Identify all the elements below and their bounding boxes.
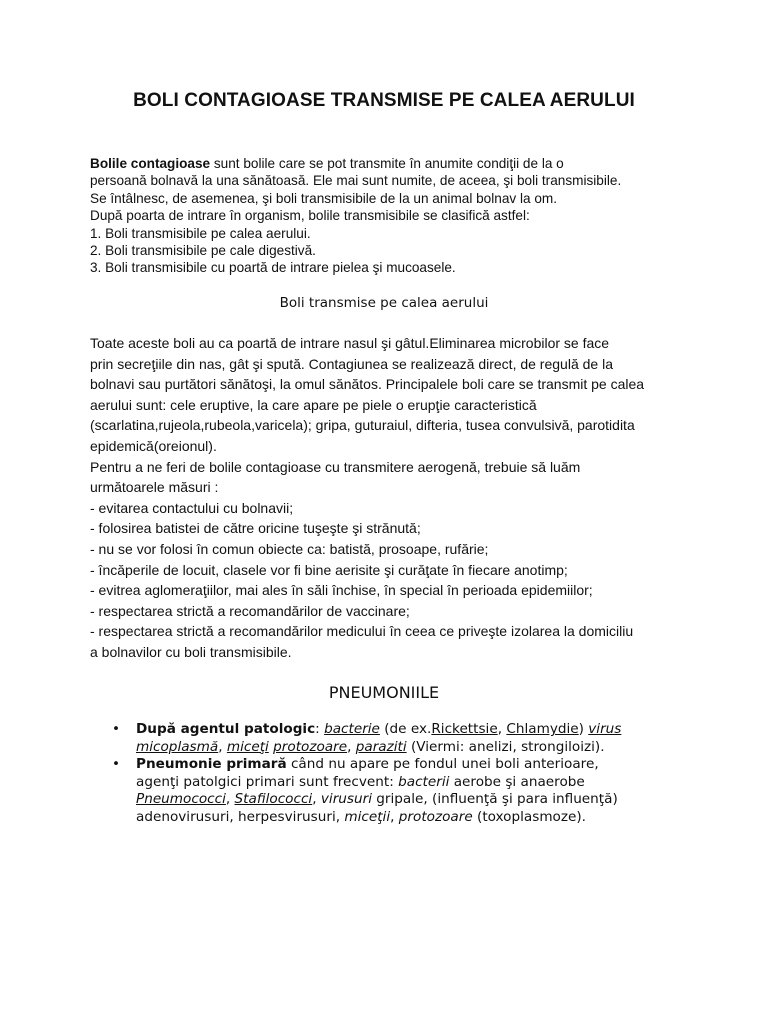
text: ,: [225, 791, 235, 807]
italic-term: miceţii: [344, 808, 391, 825]
italic-term: protozoare: [398, 808, 473, 825]
link-stafilococci[interactable]: Stafilococci: [234, 791, 313, 807]
measure-item: - evitrea aglomeraţiilor, mai ales în săli închise, în special în perioada epidemiilor;: [90, 582, 593, 599]
text: ,: [347, 738, 356, 755]
intro-bold-term: Bolile contagioase: [90, 156, 211, 171]
body-line: prin secreţiile din nas, gât şi spută. Contagiunea se realizează direct, de regulă de la: [90, 355, 613, 372]
document-title: BOLI CONTAGIOASE TRANSMISE PE CALEA AERULUI: [133, 90, 635, 111]
intro-paragraph: [90, 155, 710, 277]
link-bacterie[interactable]: bacterie: [324, 721, 380, 737]
item-bold-term: Pneumonie primară: [136, 756, 287, 772]
text: aerobe şi anaerobe: [449, 773, 585, 790]
link-micoplasma[interactable]: micoplasmă: [136, 738, 219, 755]
intro-line-1-text: sunt bolile care se pot transmite în anumite condiţii de la o: [210, 156, 564, 171]
text: (Viermi: anelizi, strongiloizi).: [406, 738, 605, 755]
body-line: bolnavi sau purtători sănătoşi, la omul sănătos. Principalele boli care se transmit pe calea: [90, 376, 645, 393]
list-item-line: [136, 721, 712, 739]
pneumonii-heading: PNEUMONIILE: [328, 683, 440, 702]
list-item-line: [136, 774, 712, 792]
measure-item: - nu se vor folosi în comun obiecte ca: batistă, prosoape, rufărie;: [90, 540, 489, 557]
intro-line-3: Se întâlnesc, de asemenea, şi boli transmisibile de la un animal bolnav la om.: [90, 190, 557, 206]
list-item-line: [136, 739, 712, 757]
italic-term: bacterii: [398, 773, 450, 790]
list-item-agent: [112, 721, 712, 756]
text: (toxoplasmoze).: [472, 808, 586, 825]
link-chlamydie[interactable]: Chlamydie: [506, 721, 579, 737]
body-line: următoarele măsuri :: [90, 479, 219, 496]
list-item-line: [136, 791, 712, 809]
body-paragraph: [90, 333, 730, 663]
link-rickettsie[interactable]: Rickettsie: [431, 721, 498, 737]
measure-item: - respectarea strictă a recomandărilor medicului în ceea ce priveşte izolarea la domiciliu: [90, 623, 634, 640]
bullet-icon: •: [112, 756, 121, 772]
text: gripale, (influenţă şi para influenţă): [371, 791, 618, 807]
link-virus[interactable]: virus: [588, 721, 622, 737]
text: ): [578, 721, 589, 737]
link-paraziti[interactable]: paraziti: [355, 738, 407, 755]
text: agenţi patolgici primari sunt frecvent:: [136, 773, 399, 790]
list-item-primara: [112, 756, 712, 826]
bullet-icon: •: [112, 721, 121, 737]
body-line: Toate aceste boli au ca poartă de intrare nasul şi gâtul.Eliminarea microbilor se face: [90, 335, 610, 351]
measure-item: - evitarea contactului cu bolnavii;: [90, 499, 294, 516]
text: :: [315, 721, 325, 737]
section-subtitle: Boli transmise pe calea aerului: [279, 295, 489, 311]
body-line: (scarlatina,rujeola,rubeola,varicela); gripa, guturaiul, difteria, tusea convulsivă, parotidita: [90, 417, 635, 434]
text: ,: [312, 791, 321, 807]
measure-item: - folosirea batistei de către oricine tuşeşte şi strănută;: [90, 520, 421, 537]
text: ,: [218, 738, 227, 755]
list-item-line: [136, 809, 712, 827]
body-line: Pentru a ne feri de bolile contagioase cu transmitere aerogenă, trebuie să luăm: [90, 458, 581, 475]
intro-line-1: [90, 155, 710, 172]
item-bold-term: După agentul patologic: [136, 721, 316, 737]
italic-term: virusuri: [320, 791, 372, 807]
intro-list-item-1: 1. Boli transmisibile pe calea aerului.: [90, 225, 311, 241]
intro-list-item-3: 3. Boli transmisibile cu poartă de intrare pielea şi mucoasele.: [90, 260, 456, 276]
link-protozoare[interactable]: protozoare: [273, 738, 348, 755]
link-miceti[interactable]: miceţi: [226, 738, 269, 755]
text: ,: [497, 721, 507, 737]
link-pneumococci[interactable]: Pneumococci: [136, 791, 226, 807]
text: (de ex.: [379, 721, 432, 737]
list-item-line: [136, 756, 712, 774]
body-line: aerului sunt: cele eruptive, la care apare pe piele o erupţie caracteristică: [90, 396, 537, 413]
measure-item: - respectarea strictă a recomandărilor de vaccinare;: [90, 602, 410, 619]
intro-line-4: După poarta de intrare în organism, bolile transmisibile se clasifică astfel:: [90, 208, 530, 224]
text: adenovirusuri, herpesvirusuri,: [136, 808, 345, 825]
intro-line-2: persoană bolnavă la una sănătoasă. Ele mai sunt numite, de aceea, şi boli transmisibile.: [90, 173, 622, 189]
measure-item: - încăperile de locuit, clasele vor fi bine aerisite şi curăţate în fiecare anotimp;: [90, 561, 568, 578]
pneumonii-list: [112, 721, 712, 826]
measure-item: a bolnavilor cu boli transmisibile.: [90, 643, 292, 660]
body-line: epidemică(oreionul).: [90, 437, 217, 454]
intro-list-item-2: 2. Boli transmisibile pe cale digestivă.: [90, 243, 316, 259]
text: când nu apare pe fondul unei boli anterioare,: [286, 756, 599, 772]
text: ,: [390, 808, 399, 825]
